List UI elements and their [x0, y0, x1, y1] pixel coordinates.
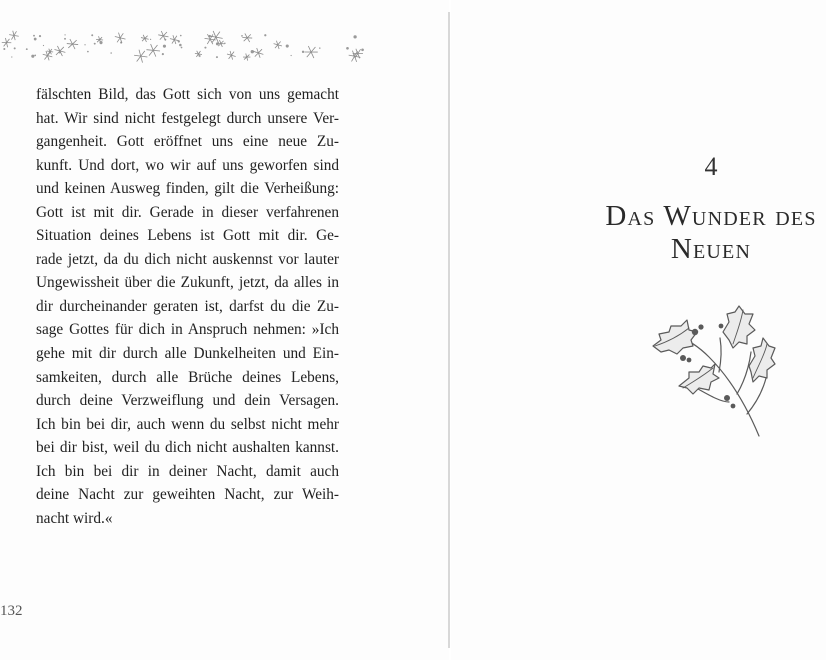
text-line: und keinen Ausweg finden, gilt die Verheißung: [36, 180, 339, 198]
text-line: Situation deines Lebens ist Gott mit dir. Ge- [36, 227, 339, 245]
text-line: Ich bin bei dir, auch wenn du selbst nicht mehr [36, 415, 339, 433]
chapter-number: 4 [704, 152, 718, 181]
text-line: bei dir bist, weil du dich nicht aushalten kannst. [36, 439, 339, 457]
book-gutter [448, 12, 450, 648]
chapter-title-line-2: Neuen [670, 233, 752, 265]
text-line: Gott ist mit dir. Gerade in dieser verfahrenen [36, 203, 339, 221]
body-text [36, 83, 339, 530]
holly-branch-icon [649, 302, 777, 442]
text-line: dir durcheinander geraten ist, darfst du die Zu- [36, 297, 339, 315]
text-line: deine Nacht zur geweihten Nacht, zur Weih- [36, 486, 339, 504]
snowflake-border-icon [0, 28, 370, 64]
text-line: kunft. Und dort, wo wir auf uns geworfen sind [36, 156, 339, 174]
text-line: nacht wird.« [36, 509, 113, 527]
chapter-title [451, 200, 826, 266]
text-line: samkeiten, durch alle Brüche deines Lebens, [36, 368, 339, 386]
text-line: sage Gottes für dich in Anspruch nehmen: »Ich [36, 321, 339, 339]
text-line: Ich bin bei dir in deiner Nacht, damit auch [36, 462, 339, 480]
text-line: rade jetzt, da du dich nicht auskennst vor lauter [36, 250, 339, 268]
text-line: Ungewissheit über die Zukunft, jetzt, da alles in [36, 274, 339, 292]
page-number: 132 [0, 603, 23, 619]
chapter-title-line-1: Das Wunder des [605, 200, 817, 232]
text-line: hat. Wir sind nicht festgelegt durch unsere Ver- [36, 109, 339, 127]
text-line: durch deine Verzweiflung und dein Versagen. [36, 392, 339, 410]
text-line: gangenheit. Gott eröffnet uns eine neue Zu- [36, 133, 339, 151]
right-page [451, 0, 826, 660]
text-line: gehe mit dir durch alle Dunkelheiten und Ein- [36, 345, 339, 363]
text-line: fälschten Bild, das Gott sich von uns gemacht [36, 86, 339, 103]
